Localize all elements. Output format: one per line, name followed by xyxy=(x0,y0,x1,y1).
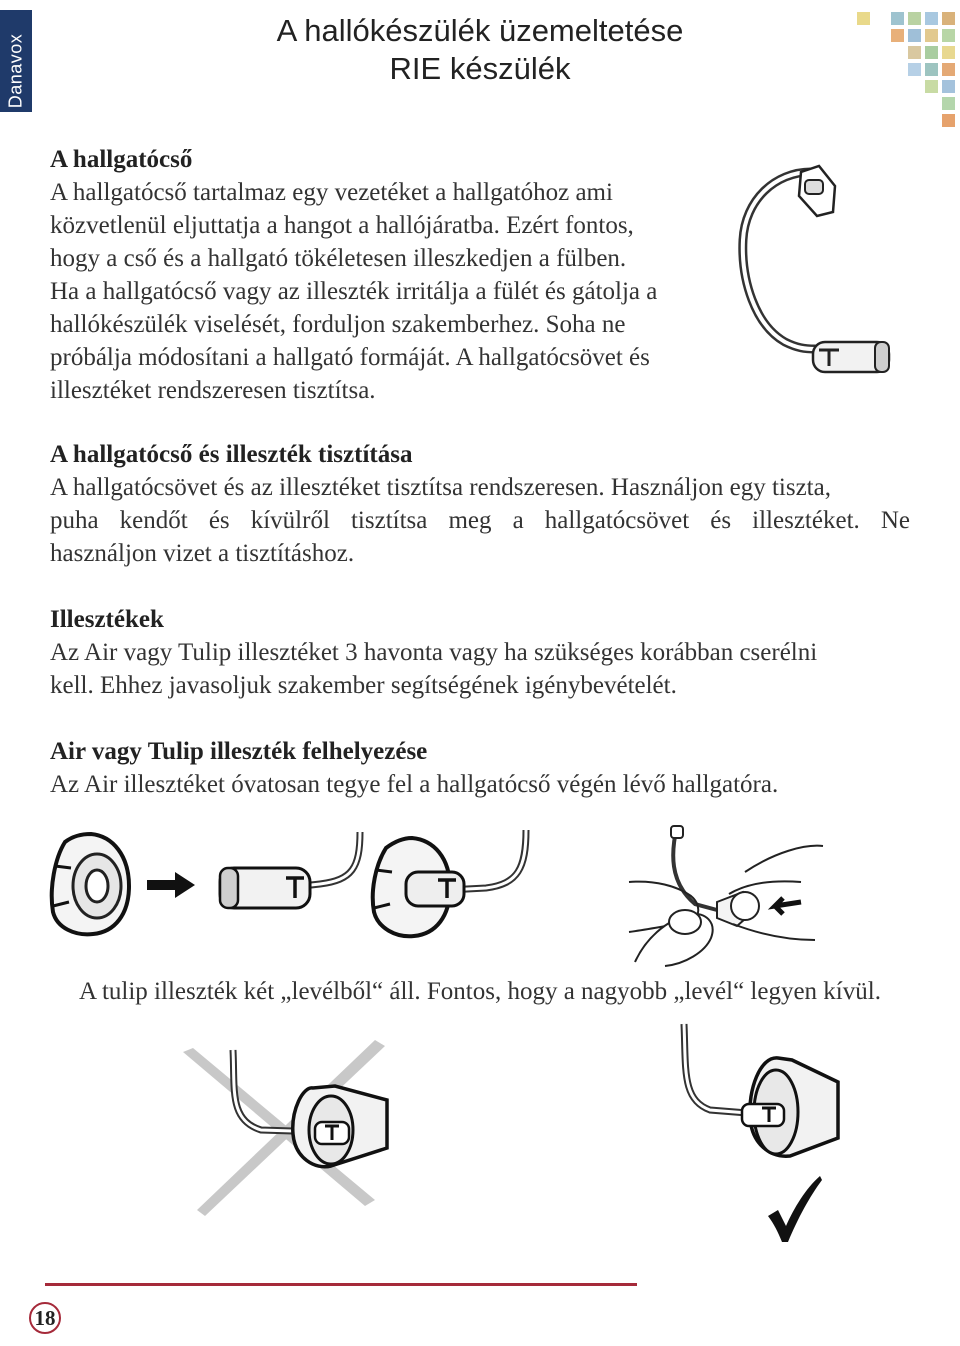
wrong-fit-illustration xyxy=(175,1030,400,1220)
paragraph-line: Az Air illesztéket óvatosan tegye fel a hallgatócső végén lévő hallgatóra. xyxy=(50,771,779,798)
page-title-line-2: RIE készülék xyxy=(389,51,571,86)
paragraph-line: A hallgatócső tartalmaz egy vezetéket a hallgatóhoz ami xyxy=(50,179,613,206)
paragraph-line: hogy a cső és a hallgató tökéletesen illeszkedjen a fülben. xyxy=(50,245,627,272)
paragraph-line: próbálja módosítani a hallgató formáját. A hallgatócsövet és xyxy=(50,344,650,371)
receiver-illustration xyxy=(210,828,370,920)
brand-tab xyxy=(0,10,32,112)
section-receiver-tube xyxy=(50,143,750,407)
dome-front-illustration xyxy=(45,828,135,940)
correct-fit-illustration xyxy=(670,1020,850,1250)
section-heading: A hallgatócső és illeszték tisztítása xyxy=(50,441,413,468)
paragraph-line: puha kendőt és kívülről tisztítsa meg a hallgatócsövet és illesztéket. Ne xyxy=(50,507,910,534)
section-heading: Air vagy Tulip illeszték felhelyezése xyxy=(50,738,428,765)
section-heading: A hallgatócső xyxy=(50,146,193,173)
dome-on-receiver-illustration xyxy=(368,828,538,943)
paragraph-line: Ha a hallgatócső vagy az illeszték irritálja a fülét és gátolja a xyxy=(50,278,658,305)
paragraph-line: közvetlenül eljuttatja a hangot a hallójáratba. Ezért fontos, xyxy=(50,212,634,239)
paragraph-line: illesztéket rendszeresen tisztítsa. xyxy=(50,377,376,404)
section-heading: Illesztékek xyxy=(50,606,164,633)
receiver-tube-illustration xyxy=(735,160,900,382)
paragraph-line: Az Air vagy Tulip illesztéket 3 havonta vagy ha szükséges korábban cserélni xyxy=(50,639,818,666)
footer-rule xyxy=(45,1283,637,1286)
paragraph-line: hallókészülék viselését, forduljon szakemberhez. Soha ne xyxy=(50,311,626,338)
section-cleaning xyxy=(50,438,910,570)
hands-fitting-illustration xyxy=(625,822,825,967)
section-domes xyxy=(50,603,920,702)
section-fitting xyxy=(50,735,920,801)
tulip-caption: A tulip illeszték két „levélből“ áll. Fontos, hogy a nagyobb „levél“ legyen kívül. xyxy=(79,978,881,1005)
page-number: 18 xyxy=(29,1302,61,1334)
paragraph-line: használjon vizet a tisztításhoz. xyxy=(50,540,355,567)
paragraph-line: kell. Ehhez javasoljuk szakember segítségének igénybevételét. xyxy=(50,672,677,699)
right-arrow-icon xyxy=(145,870,197,900)
brand-logo-text: Danavox xyxy=(5,33,26,109)
page-title-line-1: A hallókészülék üzemeltetése xyxy=(276,13,684,48)
check-mark-icon xyxy=(768,1176,822,1242)
page-title xyxy=(200,12,760,88)
paragraph-line: A hallgatócsövet és az illesztéket tisztítsa rendszeresen. Használjon egy tiszta, xyxy=(50,474,831,501)
color-mosaic-decoration xyxy=(850,8,960,133)
